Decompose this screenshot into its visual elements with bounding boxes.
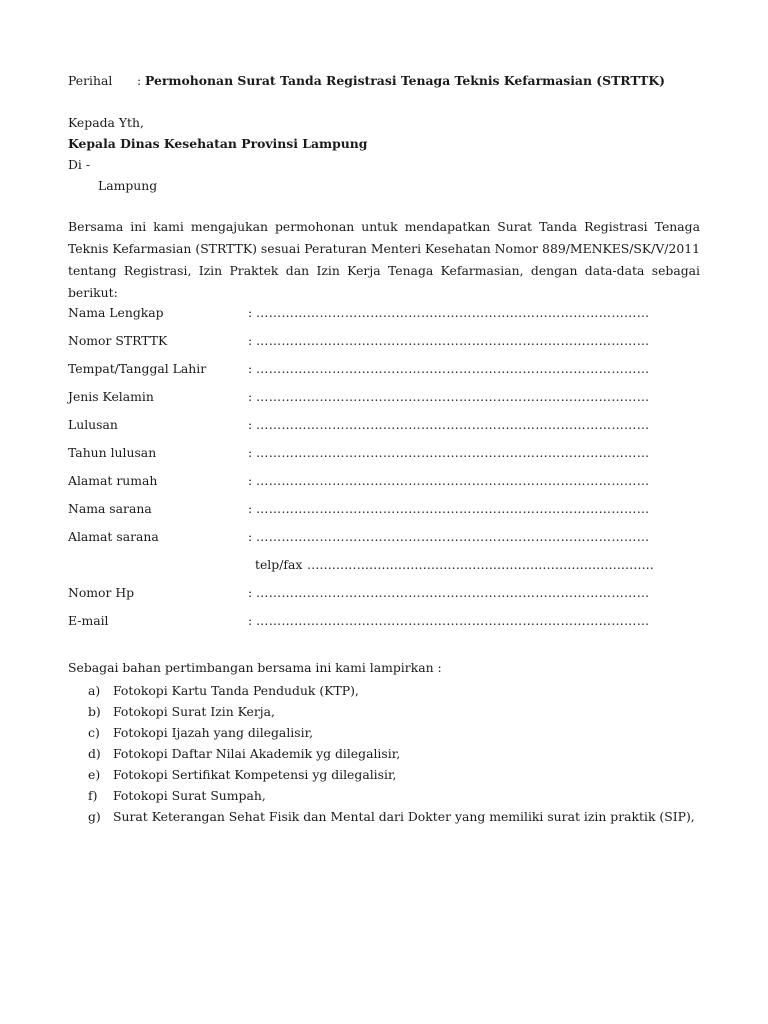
field-label: Nama sarana	[68, 501, 152, 516]
subject-colon: :	[137, 73, 142, 88]
attachments-list	[68, 683, 708, 830]
list-item	[68, 704, 708, 725]
field-colon: :	[248, 445, 253, 460]
field-colon: :	[248, 501, 253, 516]
field-colon: :	[248, 473, 253, 488]
list-marker: c)	[88, 725, 100, 740]
recipient-name: Kepala Dinas Kesehatan Provinsi Lampung	[68, 136, 368, 151]
list-marker: a)	[88, 683, 101, 698]
field-label: Tempat/Tanggal Lahir	[68, 361, 207, 376]
field-label: Nomor STRTTK	[68, 333, 168, 348]
field-blank: …………………………………………………………………………………	[256, 585, 650, 600]
field-blank: …………………………………………………………………………………	[256, 501, 650, 516]
field-label: Alamat sarana	[68, 529, 159, 544]
field-label: Nama Lengkap	[68, 305, 164, 320]
list-item	[68, 683, 708, 704]
list-item	[68, 725, 708, 746]
form-row	[68, 613, 708, 631]
field-blank: …………………………………………………………………………………	[256, 445, 650, 460]
list-item	[68, 746, 708, 767]
form-row	[68, 389, 708, 407]
field-blank: …………………………………………………………………………………	[256, 305, 650, 320]
intro-paragraph: Bersama ini kami mengajukan permohonan untuk mendapatkan Surat Tanda Registrasi Tenaga Teknis Kefarmasian (STRTTK) sesuai Peraturan Menteri Kesehatan Nomor 889/MENKES/SK/V/2011 tentang Registrasi, Izin Praktek dan Izin Kerja Tenaga Kefarmasian, dengan data-data sebagai berikut:	[68, 219, 700, 300]
telp-fax-blank: …………………………………………………………………………	[307, 557, 654, 572]
form-row	[68, 417, 708, 435]
form-row-telp	[68, 557, 708, 575]
recipient-city: Lampung	[98, 178, 158, 193]
field-label: Tahun lulusan	[68, 445, 157, 460]
list-text: Fotokopi Surat Sumpah,	[113, 788, 266, 803]
form-row	[68, 445, 708, 463]
list-marker: f)	[88, 788, 98, 803]
form-row	[68, 333, 708, 351]
list-item	[68, 809, 708, 830]
recipient-at: Di -	[68, 157, 91, 172]
telp-fax-label: telp/fax	[255, 557, 303, 572]
form-row	[68, 585, 708, 603]
field-colon: :	[248, 389, 253, 404]
field-label: Alamat rumah	[68, 473, 158, 488]
list-marker: e)	[88, 767, 101, 782]
form-row	[68, 501, 708, 519]
list-text: Fotokopi Ijazah yang dilegalisir,	[113, 725, 314, 740]
form-row	[68, 473, 708, 491]
list-text: Surat Keterangan Sehat Fisik dan Mental dari Dokter yang memiliki surat izin praktik (SIP),	[113, 809, 695, 824]
field-blank: …………………………………………………………………………………	[256, 529, 650, 544]
form-row	[68, 305, 708, 323]
field-label: Nomor Hp	[68, 585, 135, 600]
list-text: Fotokopi Kartu Tanda Penduduk (KTP),	[113, 683, 359, 698]
field-blank: …………………………………………………………………………………	[256, 361, 650, 376]
form-row	[68, 529, 708, 547]
field-blank: …………………………………………………………………………………	[256, 473, 650, 488]
field-blank: …………………………………………………………………………………	[256, 417, 650, 432]
field-blank: …………………………………………………………………………………	[256, 389, 650, 404]
field-label: Jenis Kelamin	[68, 389, 154, 404]
field-colon: :	[248, 529, 253, 544]
list-marker: g)	[88, 809, 101, 824]
recipient-greeting: Kepada Yth,	[68, 115, 144, 130]
subject-label: Perihal	[68, 73, 113, 88]
field-label: Lulusan	[68, 417, 118, 432]
field-colon: :	[248, 417, 253, 432]
field-blank: …………………………………………………………………………………	[256, 613, 650, 628]
list-item	[68, 788, 708, 809]
list-item	[68, 767, 708, 788]
list-text: Fotokopi Surat Izin Kerja,	[113, 704, 275, 719]
form-row	[68, 361, 708, 379]
field-blank: …………………………………………………………………………………	[256, 333, 650, 348]
field-colon: :	[248, 585, 253, 600]
list-marker: b)	[88, 704, 101, 719]
field-label: E-mail	[68, 613, 109, 628]
list-text: Fotokopi Daftar Nilai Akademik yg dilegalisir,	[113, 746, 401, 761]
list-marker: d)	[88, 746, 101, 761]
field-colon: :	[248, 333, 253, 348]
attachments-intro: Sebagai bahan pertimbangan bersama ini kami lampirkan :	[68, 660, 442, 675]
field-colon: :	[248, 305, 253, 320]
field-colon: :	[248, 613, 253, 628]
subject-text: Permohonan Surat Tanda Registrasi Tenaga Teknis Kefarmasian (STRTTK)	[145, 73, 666, 88]
list-text: Fotokopi Sertifikat Kompetensi yg dilegalisir,	[113, 767, 397, 782]
field-colon: :	[248, 361, 253, 376]
